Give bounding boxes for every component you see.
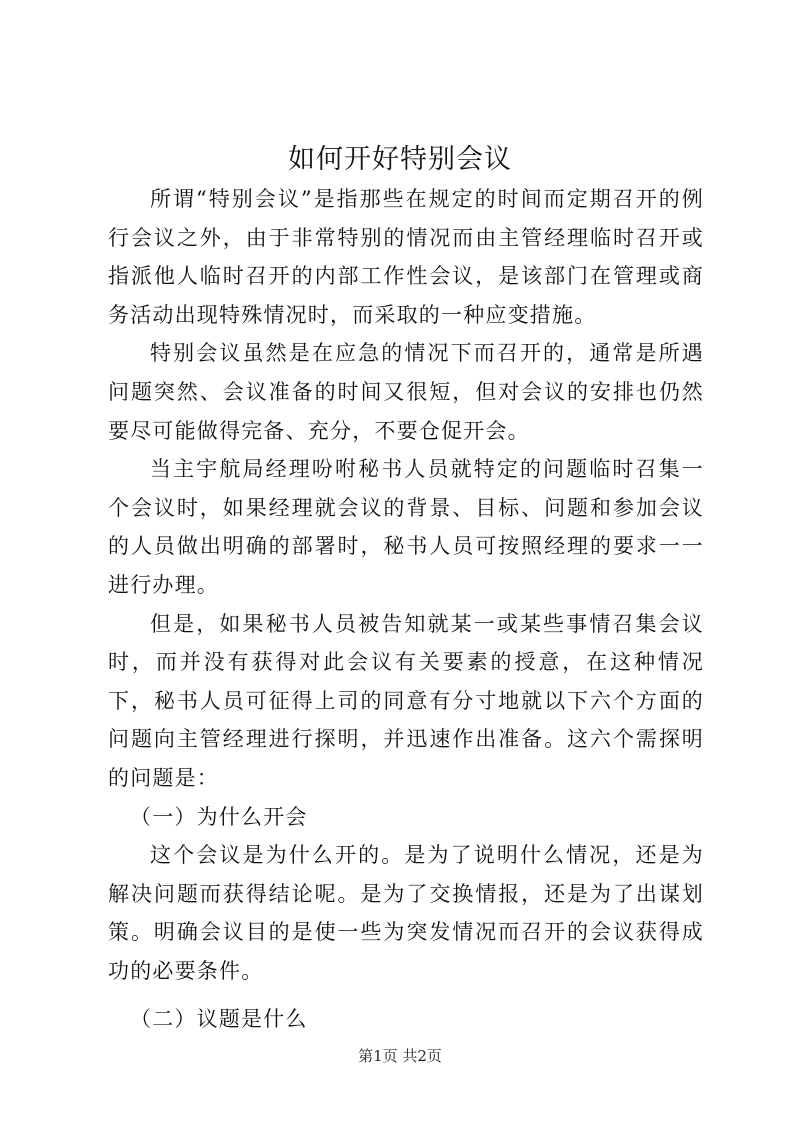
document-title: 如何开好特别会议: [288, 144, 512, 175]
paragraph-meeting-purpose: 这个会议是为什么开的。是为了说明什么情况，还是为解决问题而获得结论呢。是为了交换情报，还是为了出谋划策。明确会议目的是使一些为突发情况而召开的会议获得成功的必要条件。: [108, 843, 704, 983]
section-heading-agenda: （二）议题是什么: [130, 1007, 308, 1032]
document-body: [108, 180, 704, 1039]
paragraph-preparation: 特别会议虽然是在应急的情况下而召开的，通常是所遇问题突然、会议准备的时间又很短，但对会议的安排也仍然要尽可能做得完备、充分，不要仓促开会。: [108, 341, 704, 443]
paragraph-manager-instruction: 当主宇航局经理吩咐秘书人员就特定的问题临时召集一个会议时，如果经理就会议的背景、目标、问题和参加会议的人员做出明确的部署时，秘书人员可按照经理的要求一一进行办理。: [108, 457, 704, 597]
paragraph-six-questions: 但是，如果秘书人员被告知就某一或某些事情召集会议时，而并没有获得对此会议有关要素的授意，在这种情况下，秘书人员可征得上司的同意有分寸地就以下六个方面的问题向主管经理进行探明，并迅速作出准备。这六个需探明的问题是：: [108, 611, 704, 790]
section-heading-why-meet: （一）为什么开会: [130, 804, 308, 829]
page-footer: 第1页 共2页: [358, 1047, 442, 1065]
paragraph-definition: 所谓“特别会议”是指那些在规定的时间而定期召开的例行会议之外，由于非常特别的情况而由主管经理临时召开或指派他人临时召开的内部工作性会议，是该部门在管理或商务活动出现特殊情况时，而采取的一种应变措施。: [108, 187, 704, 327]
